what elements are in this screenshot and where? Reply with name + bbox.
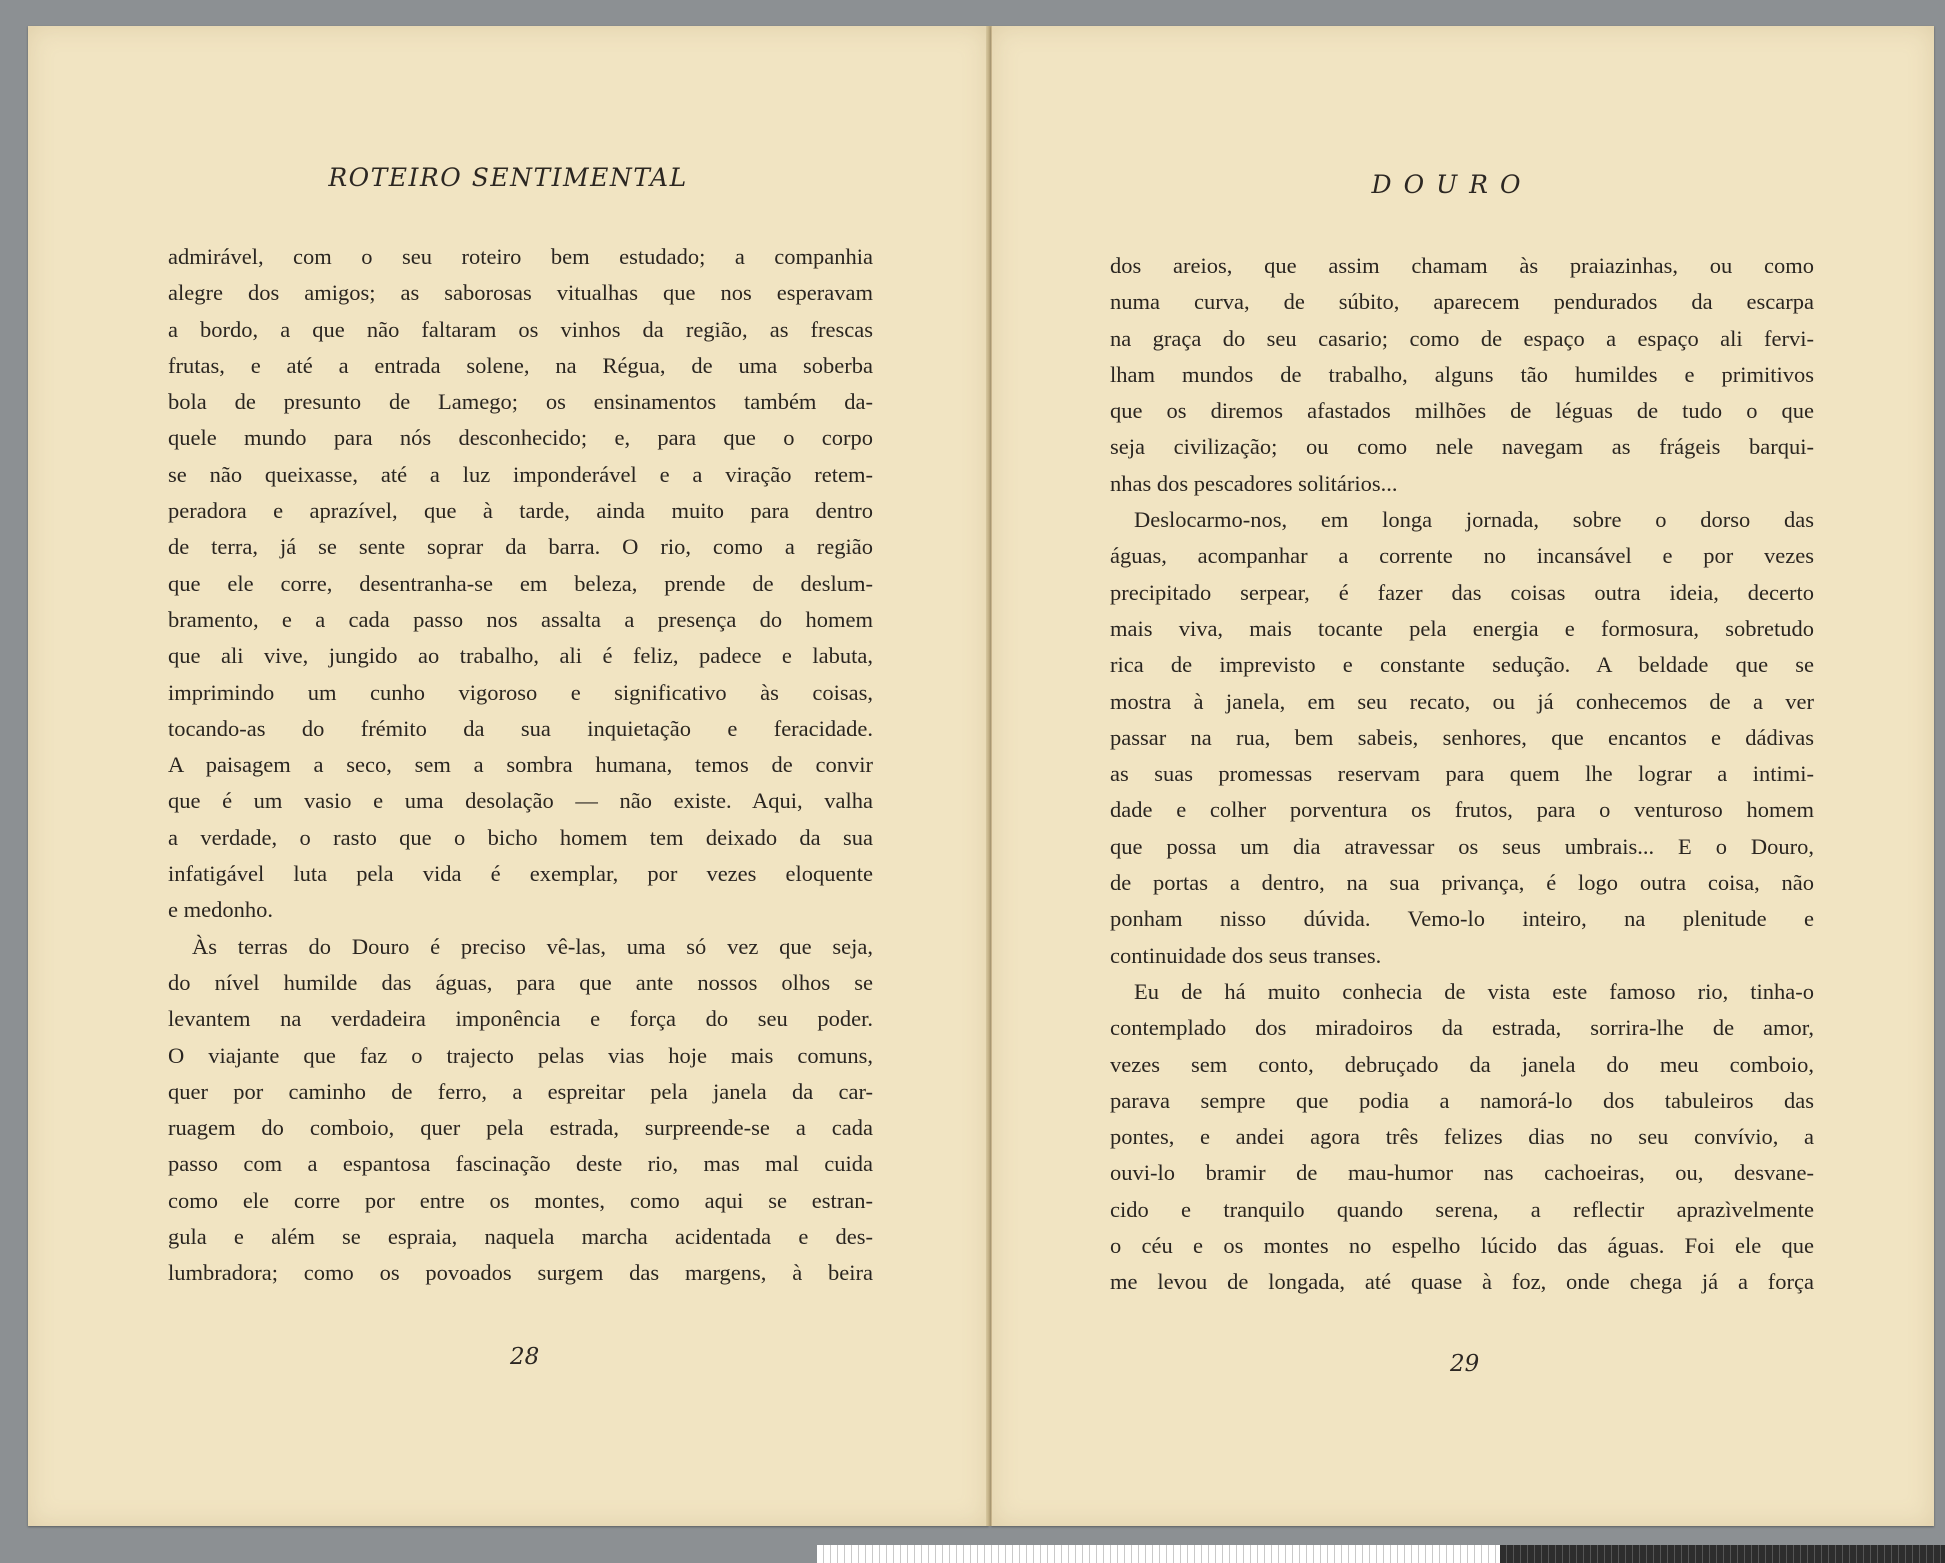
book-spread — [28, 26, 1933, 1531]
text-line: que é um vasio e uma desolação — não existe. Aqui, valha — [168, 788, 873, 814]
text-line: rica de imprevisto e constante sedução. A beldade que se — [1110, 652, 1814, 678]
text-line: numa curva, de súbito, aparecem pendurados da escarpa — [1110, 289, 1814, 315]
text-line: e medonho. — [168, 897, 273, 923]
text-line: passar na rua, bem sabeis, senhores, que encantos e dádivas — [1110, 724, 1814, 750]
running-head-right: DOURO — [1371, 170, 1533, 199]
text-line: o céu e os montes no espelho lúcido das águas. Foi ele que — [1110, 1233, 1814, 1259]
text-line: a bordo, a que não faltaram os vinhos da região, as frescas — [168, 316, 873, 342]
text-line: de portas a dentro, na sua privança, é logo outra coisa, não — [1110, 870, 1814, 896]
running-head-left: ROTEIRO SENTIMENTAL — [328, 163, 688, 192]
text-line: as suas promessas reservam para quem lhe lograr a intimi- — [1110, 761, 1814, 787]
text-line: a verdade, o rasto que o bicho homem tem deixado da sua — [168, 824, 873, 850]
text-line: mais viva, mais tocante pela energia e formosura, sobretudo — [1110, 615, 1814, 641]
text-line: Deslocarmo-nos, em longa jornada, sobre o dorso das — [1134, 507, 1814, 533]
text-line: que ele corre, desentranha-se em beleza, prende de deslum- — [168, 570, 873, 596]
text-line: Eu de há muito conhecia de vista este famoso rio, tinha-o — [1134, 978, 1814, 1004]
right-page — [991, 26, 1934, 1526]
text-line: alegre dos amigos; as saborosas vitualhas que nos esperavam — [168, 280, 873, 306]
text-line: que possa um dia atravessar os seus umbrais... E o Douro, — [1110, 833, 1814, 859]
left-page — [28, 26, 989, 1526]
text-line: continuidade dos seus transes. — [1110, 942, 1382, 968]
text-line: tocando-as do frémito da sua inquietação e feracidade. — [168, 715, 873, 741]
text-line: águas, acompanhar a corrente no incansável e por vezes — [1110, 543, 1814, 569]
text-line: cido e tranquilo quando serena, a reflectir aprazìvelmente — [1110, 1196, 1814, 1222]
text-line: Às terras do Douro é preciso vê-las, uma só vez que seja, — [192, 933, 873, 959]
text-line: ruagem do comboio, quer pela estrada, surpreende-se a cada — [168, 1115, 873, 1141]
text-line: admirável, com o seu roteiro bem estudado; a companhia — [168, 244, 873, 269]
text-line: mostra à janela, em seu recato, ou já conhecemos de a ver — [1110, 688, 1814, 714]
text-line: vezes sem conto, debruçado da janela do meu comboio, — [1110, 1051, 1814, 1077]
text-line: na graça do seu casario; como de espaço a espaço ali fervi- — [1110, 325, 1814, 351]
text-line: seja civilização; ou como nele navegam as frágeis barqui- — [1110, 434, 1814, 460]
text-line: parava sempre que podia a namorá-lo dos tabuleiros das — [1110, 1087, 1814, 1113]
text-line: imprimindo um cunho vigoroso e significativo às coisas, — [168, 679, 873, 705]
text-line: quele mundo para nós desconhecido; e, para que o corpo — [168, 425, 873, 451]
text-line: bramento, e a cada passo nos assalta a presença do homem — [168, 606, 873, 632]
text-line: que os diremos afastados milhões de léguas de tudo o que — [1110, 398, 1814, 424]
text-line: ouvi-lo bramir de mau-humor nas cachoeiras, ou, desvane- — [1110, 1160, 1814, 1186]
page-number-left: 28 — [510, 1344, 540, 1370]
text-line: contemplado dos miradoiros da estrada, sorrira-lhe de amor, — [1110, 1015, 1814, 1041]
text-line: dos areios, que assim chamam às praiazinhas, ou como — [1110, 253, 1814, 278]
text-line: como ele corre por entre os montes, como aqui se estran- — [168, 1187, 873, 1213]
page-number-right: 29 — [1450, 1351, 1480, 1377]
text-line: do nível humilde das águas, para que ante nossos olhos se — [168, 969, 873, 995]
text-line: de terra, já se sente soprar da barra. O rio, como a região — [168, 534, 873, 560]
scan-scale-ruler-dark — [1500, 1545, 1945, 1563]
text-line: se não queixasse, até a luz imponderável e a viração retem- — [168, 461, 873, 487]
text-line: pontes, e andei agora três felizes dias no seu convívio, a — [1110, 1124, 1814, 1150]
text-line: A paisagem a seco, sem a sombra humana, temos de convir — [168, 752, 873, 778]
text-line: me levou de longada, até quase à foz, onde chega já a força — [1110, 1269, 1814, 1295]
text-line: dade e colher porventura os frutos, para o venturoso homem — [1110, 797, 1814, 823]
text-line: ponham nisso dúvida. Vemo-lo inteiro, na plenitude e — [1110, 906, 1814, 932]
text-line: O viajante que faz o trajecto pelas vias hoje mais comuns, — [168, 1042, 873, 1068]
text-line: peradora e aprazível, que à tarde, ainda muito para dentro — [168, 498, 873, 524]
text-line: infatigável luta pela vida é exemplar, por vezes eloquente — [168, 861, 873, 887]
text-line: nhas dos pescadores solitários... — [1110, 470, 1398, 496]
left-page-text — [168, 239, 873, 1292]
text-line: gula e além se espraia, naquela marcha acidentada e des- — [168, 1224, 873, 1250]
text-line: quer por caminho de ferro, a espreitar pela janela da car- — [168, 1078, 873, 1104]
text-line: bola de presunto de Lamego; os ensinamentos também da- — [168, 389, 873, 415]
text-line: lham mundos de trabalho, alguns tão humildes e primitivos — [1110, 361, 1814, 387]
text-line: passo com a espantosa fascinação deste rio, mas mal cuida — [168, 1151, 873, 1177]
text-line: levantem na verdadeira imponência e força do seu poder. — [168, 1006, 873, 1032]
text-line: que ali vive, jungido ao trabalho, ali é feliz, padece e labuta, — [168, 643, 873, 669]
text-line: frutas, e até a entrada solene, na Régua, de uma soberba — [168, 352, 873, 378]
right-page-text — [1110, 248, 1814, 1301]
text-line: lumbradora; como os povoados surgem das margens, à beira — [168, 1260, 873, 1286]
text-line: precipitado serpear, é fazer das coisas outra ideia, decerto — [1110, 579, 1814, 605]
